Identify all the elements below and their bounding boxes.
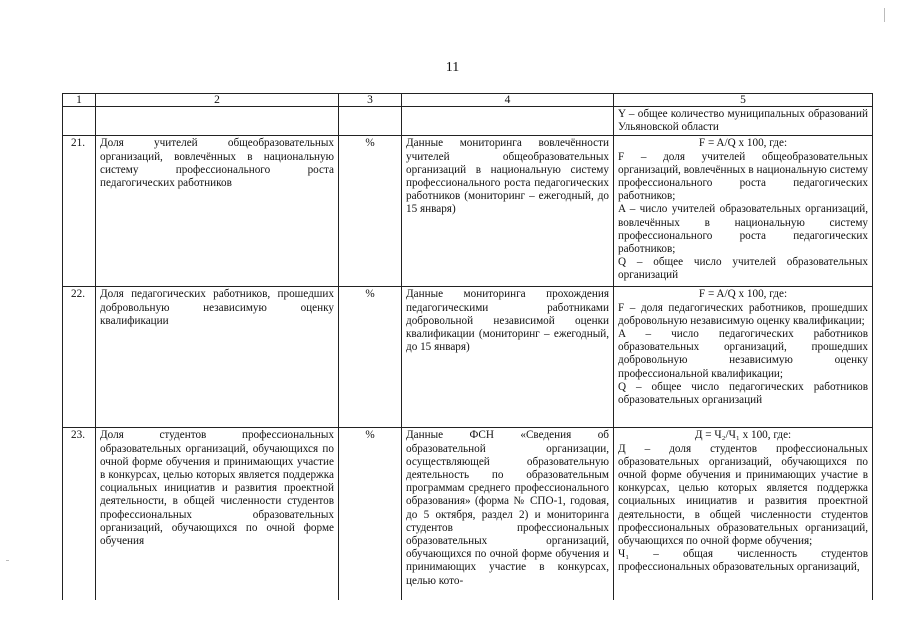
calculation-method <box>614 287 873 428</box>
indicator-name: Доля учителей общеобразовательных организаций, вовлечённых в национальную систему профессионального роста педагогических работников <box>96 136 339 287</box>
continuation-row <box>63 107 873 136</box>
data-source: Данные ФСН «Сведения об образовательной организации, осуществляющей образовательную деятельность по образовательным программам среднего профессионального образования» (форма № СПО-1, годовая, до 5 октября, раздел 2) и мониторинга студентов профессиональных образовательных организаций, обучающихся по очной форме обучения и принимающих участие в конкурсах, целью кото- <box>402 428 614 600</box>
unit: % <box>339 428 402 600</box>
continuation-num <box>63 107 96 136</box>
definition: F – доля учителей общеобразовательных организаций, вовлечённых в национальную систему профессионального роста педагогических работников; <box>618 150 868 203</box>
calculation-method <box>614 136 873 287</box>
definition: Ч₁ – общая численность студентов профессиональных образовательных организаций, <box>618 548 868 574</box>
row-number: 23. <box>63 428 96 600</box>
continuation-source <box>402 107 614 136</box>
unit: % <box>339 136 402 287</box>
header-col-3: 3 <box>339 94 402 107</box>
row-number: 21. <box>63 136 96 287</box>
formula: F = A/Q x 100, где: <box>698 137 788 150</box>
data-source: Данные мониторинга прохождения педагогическими работниками добровольной независимой оценки квалификации (мониторинг – ежегодный, до 15 января) <box>402 287 614 428</box>
continuation-name <box>96 107 339 136</box>
scan-mark <box>6 560 9 561</box>
header-col-4: 4 <box>402 94 614 107</box>
formula: F = A/Q x 100, где: <box>698 288 788 301</box>
table-row <box>63 428 873 600</box>
table-header-row <box>63 94 873 107</box>
definition: A – число учителей образовательных организаций, вовлечённых в национальную систему профессионального роста педагогических работников; <box>618 203 868 256</box>
row-number: 22. <box>63 287 96 428</box>
header-col-2: 2 <box>96 94 339 107</box>
unit: % <box>339 287 402 428</box>
definition: F – доля педагогических работников, прошедших добровольную независимую оценку квалификации; <box>618 301 868 327</box>
continuation-method: Y – общее количество муниципальных образований Ульяновской области <box>614 107 873 136</box>
definition: Q – общее число педагогических работников образовательных организаций <box>618 380 868 407</box>
page-number: 11 <box>445 60 460 75</box>
definition: A – число педагогических работников образовательных организаций, прошедших добровольную независимую оценку профессиональной квалификации; <box>618 328 868 380</box>
header-col-5: 5 <box>614 94 873 107</box>
indicator-name: Доля студентов профессиональных образовательных организаций, обучающихся по очной форме обучения и принимающих участие в конкурсах, целью которых является поддержка социальных инициатив и развития проектной деятельности, в общей численности студентов профессиональных образовательных организаций, обучающихся по очной форме обучения <box>96 428 339 600</box>
continuation-unit <box>339 107 402 136</box>
header-col-1: 1 <box>63 94 96 107</box>
scan-mark <box>884 8 885 22</box>
definition: Q – общее число учителей образовательных организаций <box>618 256 868 282</box>
formula: Д = Ч₂/Ч₁ х 100, где: <box>694 429 792 442</box>
data-source: Данные мониторинга вовлечённости учителей общеобразовательных организаций в национальную систему профессионального роста педагогических работников (мониторинг – ежегодный, до 15 января) <box>402 136 614 287</box>
table-row <box>63 136 873 287</box>
indicator-name: Доля педагогических работников, прошедших добровольную независимую оценку квалификации <box>96 287 339 428</box>
calculation-method <box>614 428 873 600</box>
indicators-table <box>62 93 873 600</box>
table-row <box>63 287 873 428</box>
definition: Д – доля студентов профессиональных образовательных организаций, обучающихся по очной форме обучения и принимающих участие в конкурсах, целью которых является поддержка социальных инициатив и развития проектной деятельности, в общей численности студентов профессиональных образовательных организаций, обучающихся по очной форме обучения; <box>618 442 868 548</box>
